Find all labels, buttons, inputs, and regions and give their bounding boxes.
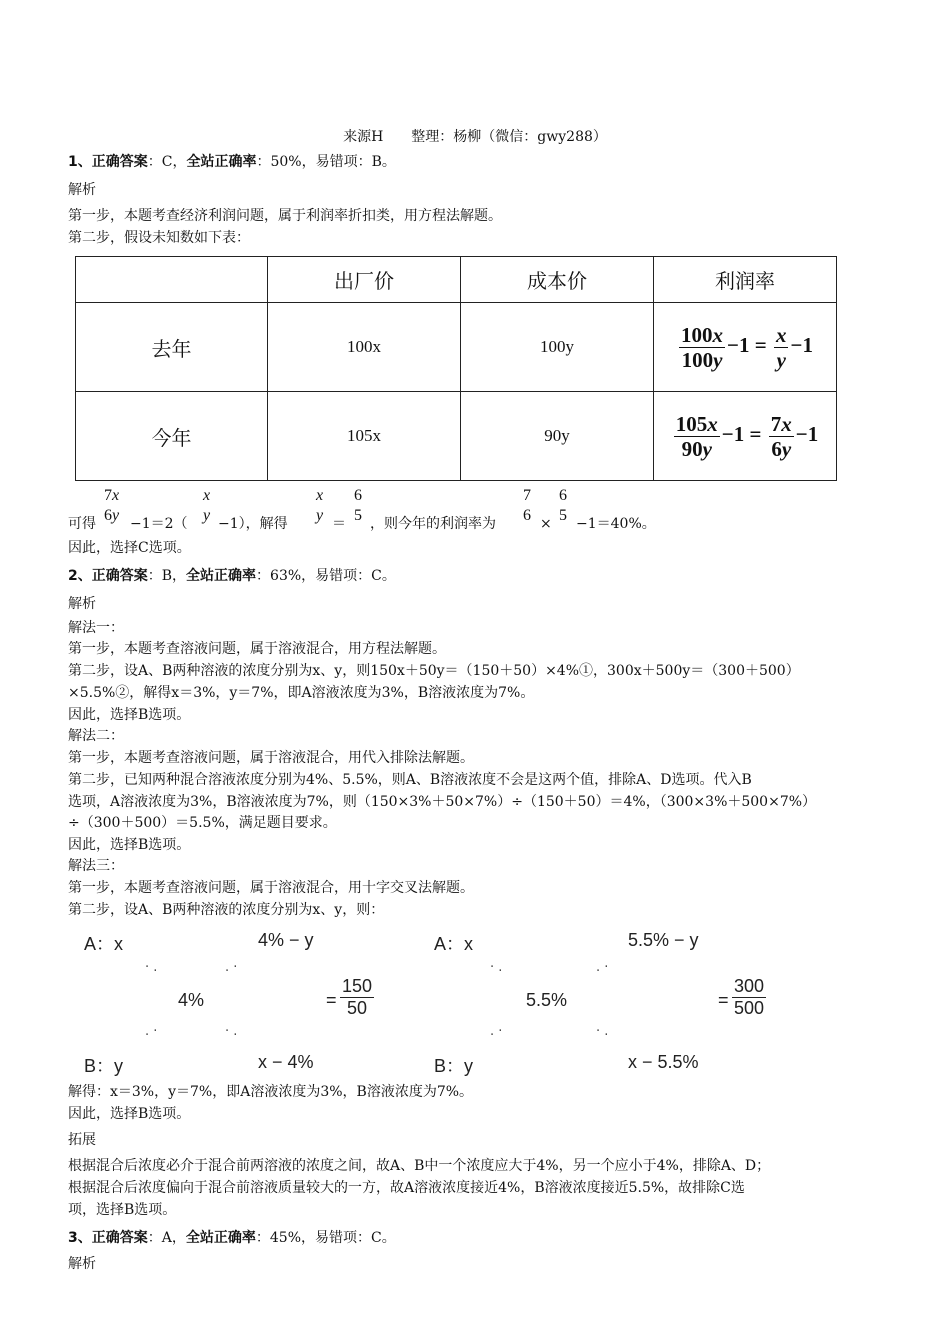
q2-ext-line1: 根据混合后浓度必介于混合前两溶液的浓度之间，故A、B中一个浓度应大于4%，另一个应小于4%，排除A、D； — [68, 1158, 771, 1174]
q2-m3-result: 解得：x＝3%，y＝7%，即A溶液浓度为3%，B溶液浓度为7%。 — [68, 1084, 474, 1100]
frac-x-y: x y — [316, 487, 324, 524]
q2-m3-step2: 第二步，设A、B两种溶液的浓度分别为x、y，则： — [68, 902, 385, 918]
cross-b: B：y — [84, 1056, 124, 1076]
q1-result-mid2: −1），解得 — [218, 516, 288, 532]
frac-6-5: 6 5 — [354, 487, 362, 524]
q1-result-mid5: × — [540, 516, 552, 532]
cross-top-right: 4% − y — [258, 930, 314, 950]
ratio-den: 500 — [734, 998, 765, 1018]
table-corner — [76, 257, 268, 303]
q1-result-mid3: ＝ — [332, 516, 346, 532]
table-row — [76, 392, 837, 481]
cell-rate-formula: $\frac{100x}{100y}$ −1 = $\frac{x}{y}$ −1 — [654, 303, 837, 392]
cross-b: B：y — [434, 1056, 474, 1076]
q2-ext-line3: 项，选择B选项。 — [68, 1202, 177, 1218]
cross-eq: = — [326, 990, 337, 1010]
q2-m2-conclusion: 因此，选择B选项。 — [68, 837, 191, 853]
ratio-num: 150 — [342, 976, 373, 996]
dash-icon: . · — [596, 960, 609, 975]
row-label: 今年 — [76, 392, 268, 481]
cross-mid: 4% — [178, 990, 205, 1010]
cross-ratio — [732, 976, 766, 1019]
ratio-den: 50 — [347, 998, 368, 1018]
q2-m2-step2c: ÷（300＋500）＝5.5%，满足题目要求。 — [68, 815, 337, 831]
cell-price: 105x — [268, 392, 461, 481]
cell-rate-formula: $\frac{105x}{90y}$ −1 = $\frac{7x}{6y}$ −1 — [654, 392, 837, 481]
dash-icon: · . — [225, 1024, 238, 1039]
frac-7-6: 7 6 — [523, 487, 531, 524]
dash-icon: . · — [225, 960, 238, 975]
q3-title: 3、正确答案：A，全站正确率：45%，易错项：C。 — [68, 1230, 396, 1246]
q2-m1-step2a: 第二步，设A、B两种溶液的浓度分别为x、y，则150x＋50y＝（150＋50）×4%①，300x＋500y＝（300＋500） — [68, 663, 800, 679]
q2-m2-step2b: 选项，A溶液浓度为3%，B溶液浓度为7%，则（150×3%＋50×7%）÷（150＋50）＝4%，（300×3%＋500×7%） — [68, 794, 817, 810]
q2-m3-conclusion: 因此，选择B选项。 — [68, 1106, 191, 1122]
q2-ext-title: 拓展 — [68, 1132, 96, 1148]
row-label: 去年 — [76, 303, 268, 392]
q1-jiexi: 解析 — [68, 182, 96, 198]
cross-bottom-right: x − 5.5% — [628, 1052, 699, 1072]
q1-step1: 第一步，本题考查经济利润问题，属于利润率折扣类，用方程法解题。 — [68, 208, 502, 224]
q1-result-end: −1＝40%。 — [576, 516, 656, 532]
q2-m3-step1: 第一步，本题考查溶液问题，属于溶液混合，用十字交叉法解题。 — [68, 880, 474, 896]
q2-jiexi: 解析 — [68, 596, 96, 612]
dash-icon: · . — [596, 1024, 609, 1039]
dash-icon: . · — [490, 1024, 503, 1039]
q2-m1-step1: 第一步，本题考查溶液问题，属于溶液混合，用方程法解题。 — [68, 641, 446, 657]
q2-m2-step2a: 第二步，已知两种混合溶液浓度分别为4%、5.5%，则A、B溶液浓度不会是这两个值，排除A、D选项。代入B — [68, 772, 752, 788]
q2-ext-line2: 根据混合后浓度偏向于混合前溶液质量较大的一方，故A溶液浓度接近4%，B溶液浓度接近5.5%，故排除C选 — [68, 1180, 745, 1196]
cross-mid: 5.5% — [526, 990, 568, 1010]
cell-cost: 100y — [461, 303, 654, 392]
cell-price: 100x — [268, 303, 461, 392]
table-row — [76, 303, 837, 392]
q3-jiexi: 解析 — [68, 1256, 96, 1272]
q2-m1-conclusion: 因此，选择B选项。 — [68, 707, 191, 723]
q2-m2-title: 解法二： — [68, 728, 124, 744]
q2-m2-step1: 第一步，本题考查溶液问题，属于溶液混合，用代入排除法解题。 — [68, 750, 474, 766]
q1-step2: 第二步，假设未知数如下表： — [68, 230, 250, 246]
frac-x-y: x y — [203, 487, 211, 524]
table-header: 成本价 — [461, 257, 654, 303]
table-header: 出厂价 — [268, 257, 461, 303]
cross-a: A：x — [434, 934, 474, 954]
dash-icon: . · — [145, 1024, 158, 1039]
profit-table — [75, 256, 837, 481]
cross-bottom-right: x − 4% — [258, 1052, 314, 1072]
cross-eq: = — [718, 990, 729, 1010]
frac-7x-6y: 7x 6y — [104, 487, 120, 524]
cross-a: A：x — [84, 934, 124, 954]
frac-6-5: 6 5 — [559, 487, 567, 524]
q2-m1-step2b: ×5.5%②，解得x＝3%，y＝7%，即A溶液浓度为3%，B溶液浓度为7%。 — [68, 685, 535, 701]
cell-cost: 90y — [461, 392, 654, 481]
q1-conclusion: 因此，选择C选项。 — [68, 540, 191, 556]
q2-m1-title: 解法一： — [68, 620, 124, 636]
page-header: 来源H 整理：杨柳（微信：gwy288） — [343, 129, 607, 145]
q2-title: 2、正确答案：B，全站正确率：63%，易错项：C。 — [68, 568, 396, 584]
q2-m3-title: 解法三： — [68, 858, 124, 874]
cross-top-right: 5.5% − y — [628, 930, 699, 950]
cross-ratio — [340, 976, 374, 1019]
q1-result-mid1: −1＝2（ — [130, 516, 188, 532]
q1-result-mid4: ，则今年的利润率为 — [370, 516, 496, 532]
q1-title: 1、正确答案：C，全站正确率：50%，易错项：B。 — [68, 154, 396, 170]
dash-icon: · . — [145, 960, 158, 975]
dash-icon: · . — [490, 960, 503, 975]
ratio-num: 300 — [734, 976, 765, 996]
table-header: 利润率 — [654, 257, 837, 303]
q1-result-prefix: 可得 — [68, 516, 96, 532]
